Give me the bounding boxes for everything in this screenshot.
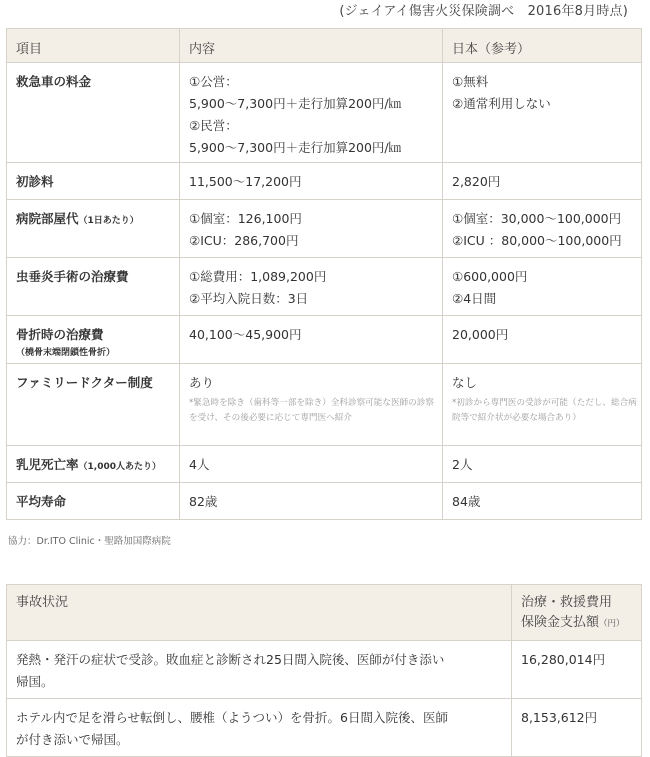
table-header-row [7,585,642,641]
row-item [7,446,180,483]
row-item [7,258,180,316]
row-japan-line: ①600,000円 [452,269,528,284]
table-row [7,200,642,258]
row-situation [7,641,512,699]
source-note: (ジェイアイ傷害火災保険調べ 2016年8月時点) [339,4,628,19]
header-situation: 事故状況 [7,585,512,641]
row-japan [443,316,642,364]
row-content [180,63,443,163]
table-row [7,446,642,483]
row-situation-line: 帰国。 [16,674,54,689]
table-row [7,641,642,699]
row-japan [443,258,642,316]
row-japan [443,446,642,483]
row-situation [7,699,512,757]
table-row [7,364,642,446]
row-content [180,316,443,364]
row-situation-line: ホテル内で足を滑らせ転倒し、腰椎（ようつい）を骨折。6日間入院後、医師 [16,710,448,725]
table-header-row [7,29,642,63]
row-cost: 8,153,612円 [512,699,642,757]
row-item-label: 乳児死亡率 [16,457,79,472]
header-cost [512,585,642,641]
row-japan-line: 84歳 [452,494,481,509]
row-item-label: 虫垂炎手術の治療費 [16,269,129,284]
row-japan-line: ②4日間 [452,291,497,306]
row-content-line: ②民営： [189,118,238,133]
row-japan-line: 2人 [452,457,473,472]
row-item [7,316,180,364]
header-cost-unit: （円） [599,619,625,629]
row-item [7,483,180,520]
row-content-note: *緊急時を除き（歯科等一部を除き）全科診察可能な医師の診察を受け、その後必要に応じて専門医へ紹介 [189,398,434,423]
row-content [180,446,443,483]
header-japan: 日本（参考） [443,29,642,63]
row-item-sub: （1日あたり） [78,216,139,226]
row-japan-line: 20,000円 [452,327,509,342]
row-content-line: ②平均入院日数：3日 [189,291,309,306]
row-item-label: 平均寿命 [16,494,67,509]
credit-note: 協力：Dr.ITO Clinic・聖路加国際病院 [8,536,171,547]
row-content-line: 11,500〜17,200円 [189,174,302,189]
row-situation-line: 発熱・発汗の症状で受診。敗血症と診断され25日間入院後、医師が付き添い [16,652,445,667]
row-japan [443,200,642,258]
table-row [7,258,642,316]
row-japan [443,364,642,446]
row-japan-note: *初診から専門医の受診が可能（ただし、総合病院等で紹介状が必要な場合あり） [452,398,637,423]
table-row [7,316,642,364]
row-content-line: ②ICU：286,700円 [189,233,299,248]
row-content [180,258,443,316]
row-content-line: 82歳 [189,494,218,509]
row-content-line: ①個室：126,100円 [189,211,302,226]
row-item [7,163,180,200]
table-row [7,483,642,520]
row-japan-line: ②ICU ：80,000〜100,000円 [452,233,622,248]
row-item-sub: （1,000人あたり） [78,462,161,472]
row-japan-line: 2,820円 [452,174,501,189]
row-content-line: 5,900〜7,300円＋走行加算200円/㎞ [189,140,402,155]
row-japan-line: なし [452,375,478,390]
row-content [180,483,443,520]
table-row [7,699,642,757]
table-row [7,163,642,200]
row-japan [443,63,642,163]
row-japan [443,483,642,520]
header-cost-line1: 治療・救援費用 [521,595,613,610]
row-japan-line: ②通常利用しない [452,96,551,111]
row-content-line: 5,900〜7,300円＋走行加算200円/㎞ [189,96,402,111]
row-japan-line: ①個室：30,000〜100,000円 [452,211,622,226]
row-item [7,364,180,446]
row-japan-line: ①無料 [452,74,489,89]
row-content [180,200,443,258]
table-row [7,63,642,163]
row-item [7,200,180,258]
row-content-line: 4人 [189,457,210,472]
row-item-label: 救急車の料金 [16,74,92,89]
row-item-sub: （橈骨末端閉鎖性骨折） [16,348,116,358]
row-cost: 16,280,014円 [512,641,642,699]
row-content-line: あり [189,375,215,390]
claims-table [6,584,642,757]
header-item: 項目 [7,29,180,63]
row-item-label: ファミリードクター制度 [16,375,153,390]
row-content [180,163,443,200]
row-item [7,63,180,163]
row-item-label: 病院部屋代 [16,211,79,226]
header-cost-line2: 保険金支払額 [521,615,600,630]
row-japan [443,163,642,200]
row-content-line: ①総費用：1,089,200円 [189,269,327,284]
row-situation-line: が付き添いで帰国。 [16,732,129,747]
row-content-line: 40,100〜45,900円 [189,327,302,342]
row-content [180,364,443,446]
row-item-label: 骨折時の治療費 [16,327,104,342]
header-content: 内容 [180,29,443,63]
row-item-label: 初診料 [16,174,54,189]
row-content-line: ①公営： [189,74,238,89]
comparison-table [6,28,642,520]
